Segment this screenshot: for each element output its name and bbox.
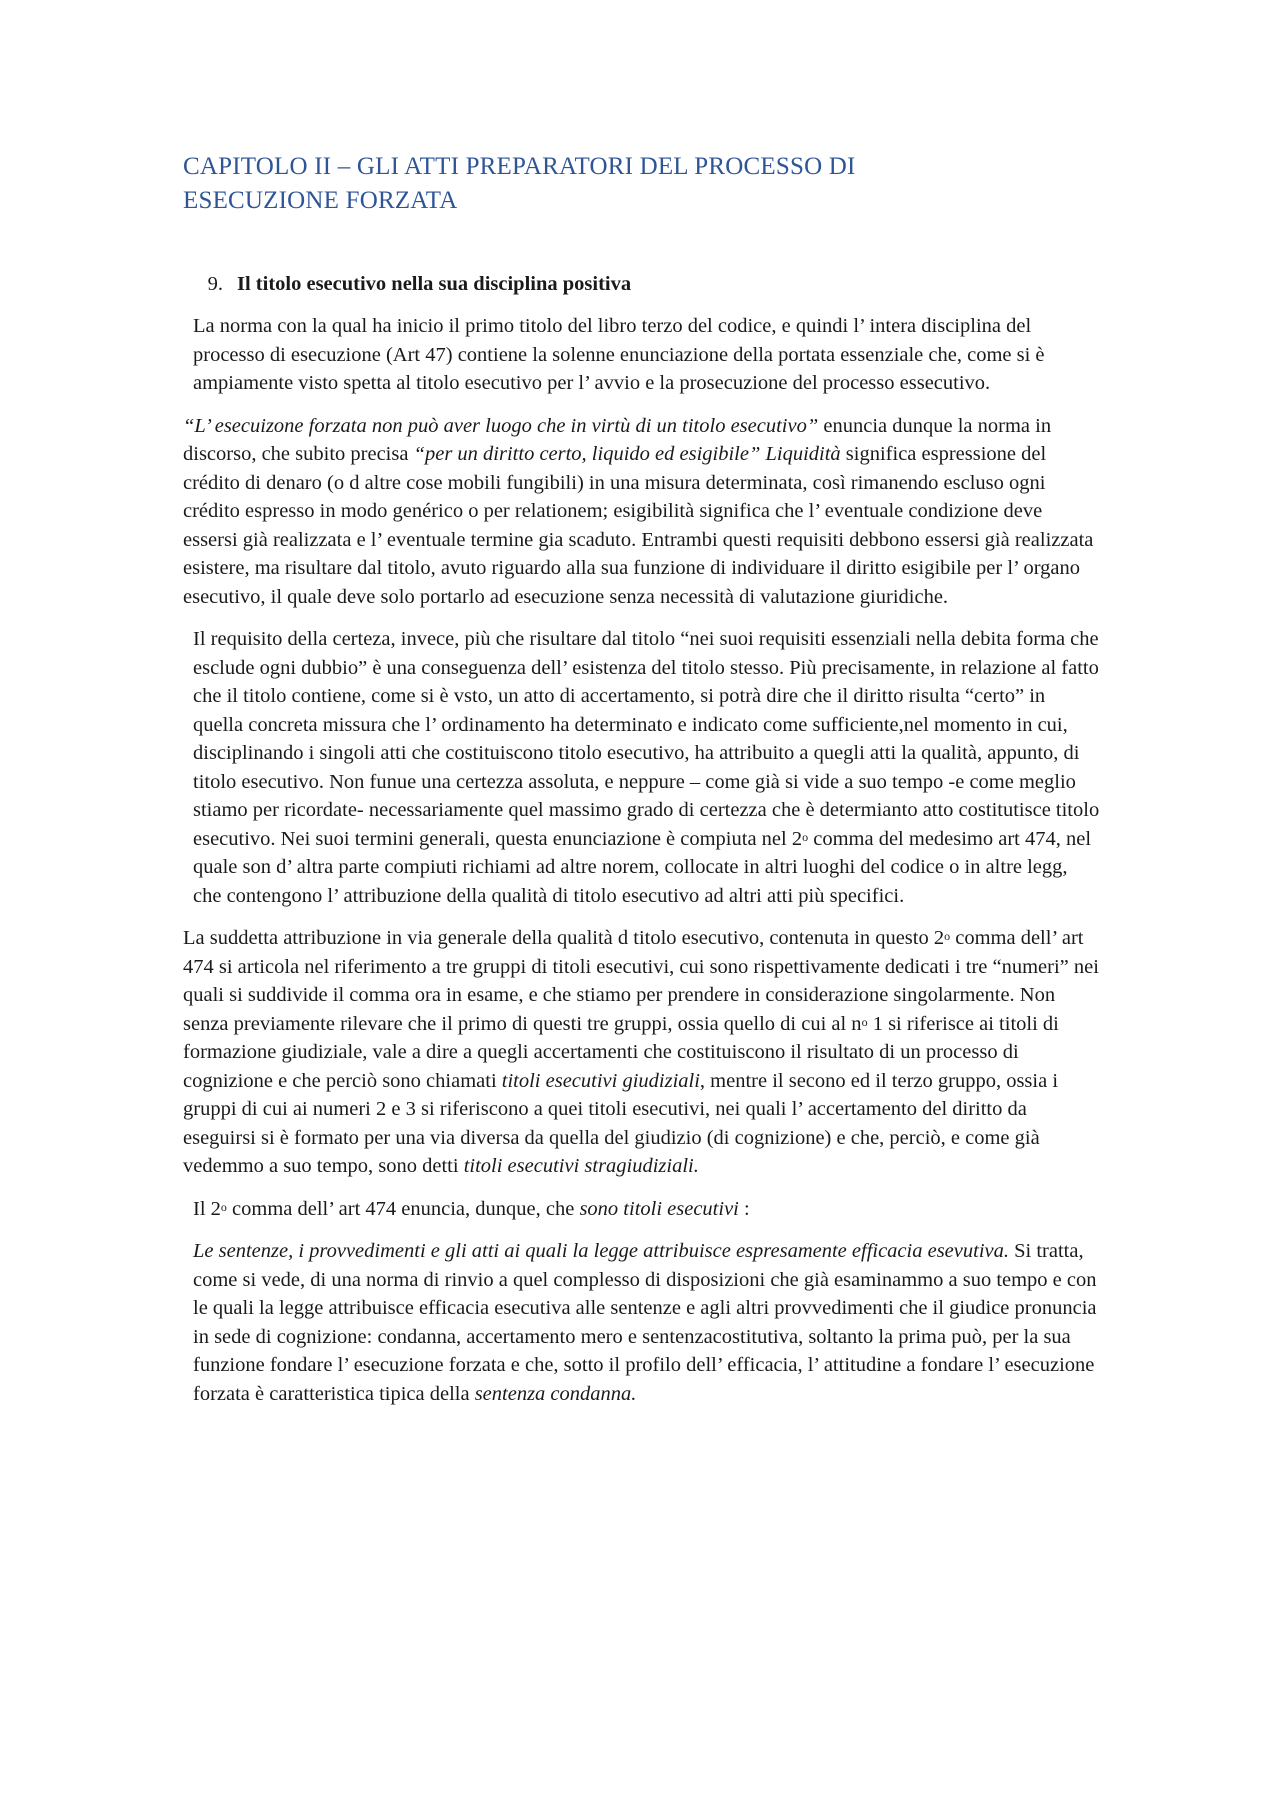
paragraph-2-text1: enuncia dunque la norma in discorso, che subito precisa bbox=[183, 414, 1052, 465]
paragraph-5-part2: comma dell’ art 474 enuncia, dunque, che bbox=[226, 1197, 580, 1220]
paragraph-4-italic2: titoli esecutivi stragiudiziali. bbox=[463, 1155, 699, 1177]
paragraph-4-part3: 1 si riferisce ai titoli di formazione giudiziale, vale a dire a quegli accertamenti che costituiscono il risultato di un processo di cognizione e che perciò sono chiamati bbox=[183, 1012, 1059, 1092]
paragraph-2-quote2: “per un diritto certo, liquido ed esigibile” Liquidità bbox=[413, 443, 841, 465]
paragraph-6-italic1: Le sentenze, i provvedimenti e gli atti ai quali la legge attribuisce espresamente efficacia esevutiva. bbox=[193, 1240, 1009, 1262]
paragraph-4-part1: La suddetta attribuzione in via generale della qualità d titolo esecutivo, contenuta in questo 2 bbox=[183, 927, 945, 949]
chapter-title-line1: CAPITOLO II – GLI ATTI PREPARATORI DEL PROCESSO DI bbox=[183, 153, 856, 180]
paragraph-4-part4: , mentre il secono ed il terzo gruppo, ossia i gruppi di cui ai numeri 2 e 3 si riferiscono a quei titoli esecutivi, nei quali l’ accertamento del diritto da eseguirsi si è formato per una via diversa da quella del giudizio (di cognizione) e che, perciò, e come già vedemmo a suo tempo, sono detti bbox=[183, 1069, 1059, 1177]
paragraph-5-part1: Il 2 bbox=[193, 1197, 221, 1220]
paragraph-2-text2: significa espressione del crédito di denaro (o d altre cose mobili fungibili) in una misura determinata, così rimanendo escluso ogni crédito espresso in modo genérico o per relationem; esigibilità significa che l’ eventuale condizione deve essersi già realizzata e l’ eventuale termine gia scaduto. Entrambi questi requisiti debbono essersi già realizzata esistere, ma risultare dal titolo, avuto riguardo alla sua funzione di individuare il diritto esigibile per l’ organo esecutivo, il quale deve solo portarlo ad esecuzione senza necessità di valutazione giuridiche. bbox=[183, 443, 1094, 608]
chapter-title bbox=[183, 150, 1100, 218]
paragraph-4-italic1: titoli esecutivi giudiziali bbox=[501, 1069, 700, 1092]
paragraph-1-text: La norma con la qual ha inicio il primo titolo del libro terzo del codice, e quindi l’ intera disciplina del processo di esecuzione (Art 47) contiene la solenne enunciazione della portata essenziale che, come si è ampiamente visto spetta al titolo esecutivo per l’ avvio e la prosecuzione del processo essecutivo. bbox=[193, 315, 1045, 394]
paragraph-6 bbox=[183, 1237, 1100, 1408]
paragraph-4-sup1: o bbox=[944, 929, 951, 943]
chapter-title-line2: ESECUZIONE FORZATA bbox=[183, 187, 458, 214]
paragraph-1 bbox=[183, 312, 1100, 398]
paragraph-5-sup: o bbox=[220, 1199, 227, 1214]
section-title: Il titolo esecutivo nella sua disciplina positiva bbox=[237, 273, 632, 295]
paragraph-4-part2: comma dell’ art 474 si articola nel riferimento a tre gruppi di titoli esecutivi, cui sono rispettivamente dedicati i tre “numeri” nei quali si suddivide il comma ora in esame, e che stiamo per prendere in considerazione singolarmente. Non senza previamente rilevare che il primo di questi tre gruppi, ossia quello di cui al n bbox=[183, 927, 1099, 1035]
paragraph-4-sup2: o bbox=[861, 1014, 868, 1029]
paragraph-4 bbox=[183, 924, 1100, 1181]
paragraph-3-part1: Il requisito della certeza, invece, più che risultare dal titolo “nei suoi requisiti essenziali nella debita forma che esclude ogni dubbio” è una conseguenza dell’ esistenza del titolo stesso. Più precisamente, in relazione al fatto che il titolo contiene, come si è vsto, un atto di accertamento, si potrà dire che il diritto risulta “certo” in quella concreta missura che l’ ordinamento ha determinato e indicato come sufficiente,nel momento in cui, disciplinando i singoli atti che costituiscono titolo esecutivo, ha attribuito a quegli atti la qualità, appunto, di titolo esecutivo. Non funue una certezza assoluta, e neppure – come già si vide a suo tempo -e come meglio stiamo per ricordate- necessariamente quel massimo grado di certezza che è determianto atto costitutisce titolo esecutivo. Nei suoi termini generali, questa enunciazione è compiuta nel 2 bbox=[193, 628, 1100, 850]
paragraph-5-part3: : bbox=[738, 1197, 750, 1220]
paragraph-6-part1: Si tratta, come si vede, di una norma di rinvio a quel complesso di disposizioni che già esaminammo a suo tempo e con le quali la legge attribuisce efficacia esecutiva alle sentenze e agli altri provvedimenti che il giudice pronuncia in sede di cognizione: condanna, accertamento mero e sentenzacostitutiva, soltanto la prima può, per la sua funzione fondare l’ esecuzione forzata e che, sotto il profilo dell’ efficacia, l’ attitudine a fondare l’ esecuzione forzata è caratteristica tipica della bbox=[193, 1240, 1097, 1405]
paragraph-3 bbox=[183, 625, 1100, 910]
paragraph-2 bbox=[183, 412, 1100, 612]
paragraph-3-sup: o bbox=[802, 829, 809, 844]
paragraph-3-part2: comma del medesimo art 474, nel quale son d’ altra parte compiuti richiami ad altre norem, collocate in altri luoghi del codice o in altre legg, che contengono l’ attribuzione della qualità di titolo esecutivo ad altri atti più specifici. bbox=[193, 827, 1092, 907]
section-heading bbox=[183, 270, 1100, 298]
section-number: 9. bbox=[207, 273, 223, 295]
paragraph-2-quote: “L’ esecuizone forzata non può aver luogo che in virtù di un titolo esecutivo” bbox=[183, 414, 819, 437]
paragraph-6-italic2: sentenza condanna. bbox=[474, 1382, 637, 1405]
paragraph-5-italic: sono titoli esecutivi bbox=[579, 1197, 739, 1220]
paragraph-5 bbox=[183, 1195, 1100, 1224]
